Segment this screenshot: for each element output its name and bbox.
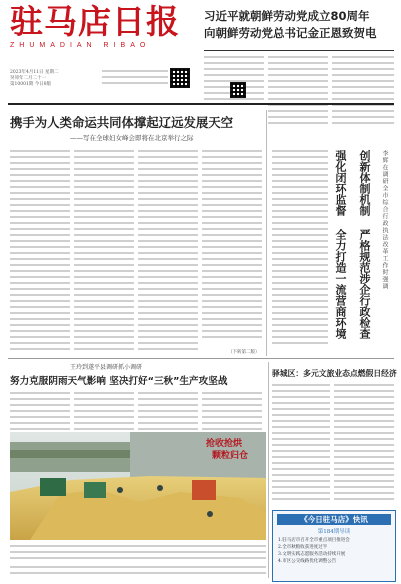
district-body-col2 — [334, 384, 394, 504]
newspaper-title-pinyin: ZHUMADIAN RIBAO — [10, 42, 151, 49]
promo-item[interactable]: 4.市区公交线路优化调整公告 — [278, 559, 337, 564]
lead-continued: （下转第二版） — [228, 350, 260, 355]
info-line: 2023年4月11日 星期二 — [10, 70, 59, 75]
harvest-body-col4 — [202, 392, 262, 434]
harvest-photo-credit — [10, 545, 266, 563]
footer-notes — [10, 566, 266, 578]
caption-line2: 颗粒归仓 — [212, 451, 249, 461]
top-headline-line2: 向朝鲜劳动党总书记金正恩致贺电 — [204, 26, 377, 40]
side-headline-col1: 创新体制机制 严格规范涉企行政检查 — [358, 150, 371, 339]
harvest-photo-caption — [206, 438, 262, 462]
masthead-notes — [102, 70, 168, 88]
promo-item[interactable]: 3.文明实践志愿服务活动持续开展 — [278, 552, 346, 557]
side-kicker: 李辉在调研全市综合行政执法改革工作时强调 — [381, 150, 388, 290]
promo-title: 《今日驻马店》快讯 — [277, 514, 391, 525]
lead-body-col2 — [74, 150, 134, 354]
harvest-body-col3 — [138, 392, 198, 434]
lead-subtitle: ——写在全球妇女峰会即将在北京举行之际 — [70, 134, 194, 142]
lead-headline: 携手为人类命运共同体撑起辽远发展天空 — [10, 115, 234, 130]
qr-code-icon — [170, 68, 190, 88]
harvest-body-col2 — [74, 392, 134, 434]
promo-box — [272, 510, 396, 582]
promo-item[interactable]: 2.全市秋粮收获进度过半 — [278, 545, 328, 550]
lead-body-col3 — [138, 150, 198, 354]
side-body — [272, 150, 328, 348]
caption-line1: 抢收抢烘 — [206, 439, 243, 449]
side-headline-col2: 强化闭环监督 全力打造一流营商环境 — [334, 150, 347, 339]
harvest-body-col1 — [10, 392, 70, 434]
top-headline — [204, 8, 396, 42]
info-line: 癸卯年二月二十一 — [10, 76, 46, 81]
newspaper-title: 驻马店日报 — [10, 2, 180, 41]
promo-issue: 第184期导读 — [317, 529, 351, 535]
lead-body-col1 — [10, 150, 70, 354]
district-body-col1 — [272, 384, 330, 504]
harvest-kicker: 王玲到遂平县调研抓小调研 — [70, 364, 143, 371]
top-headline-line1: 习近平就朝鲜劳动党成立80周年 — [204, 9, 370, 23]
district-headline: 驿城区：多元文旅业态点燃假日经济 — [272, 369, 397, 378]
lead-body-col4 — [202, 150, 262, 342]
promo-item[interactable]: 1.驻马店市召开全市重点项目推进会 — [278, 538, 350, 543]
harvest-headline: 努力克服阴雨天气影响 坚决打好“三秋”生产攻坚战 — [10, 376, 228, 387]
masthead-info — [10, 70, 100, 88]
masthead — [10, 4, 200, 64]
qr-code-icon — [230, 82, 246, 98]
info-line: 第10001期 今日8版 — [10, 82, 52, 87]
